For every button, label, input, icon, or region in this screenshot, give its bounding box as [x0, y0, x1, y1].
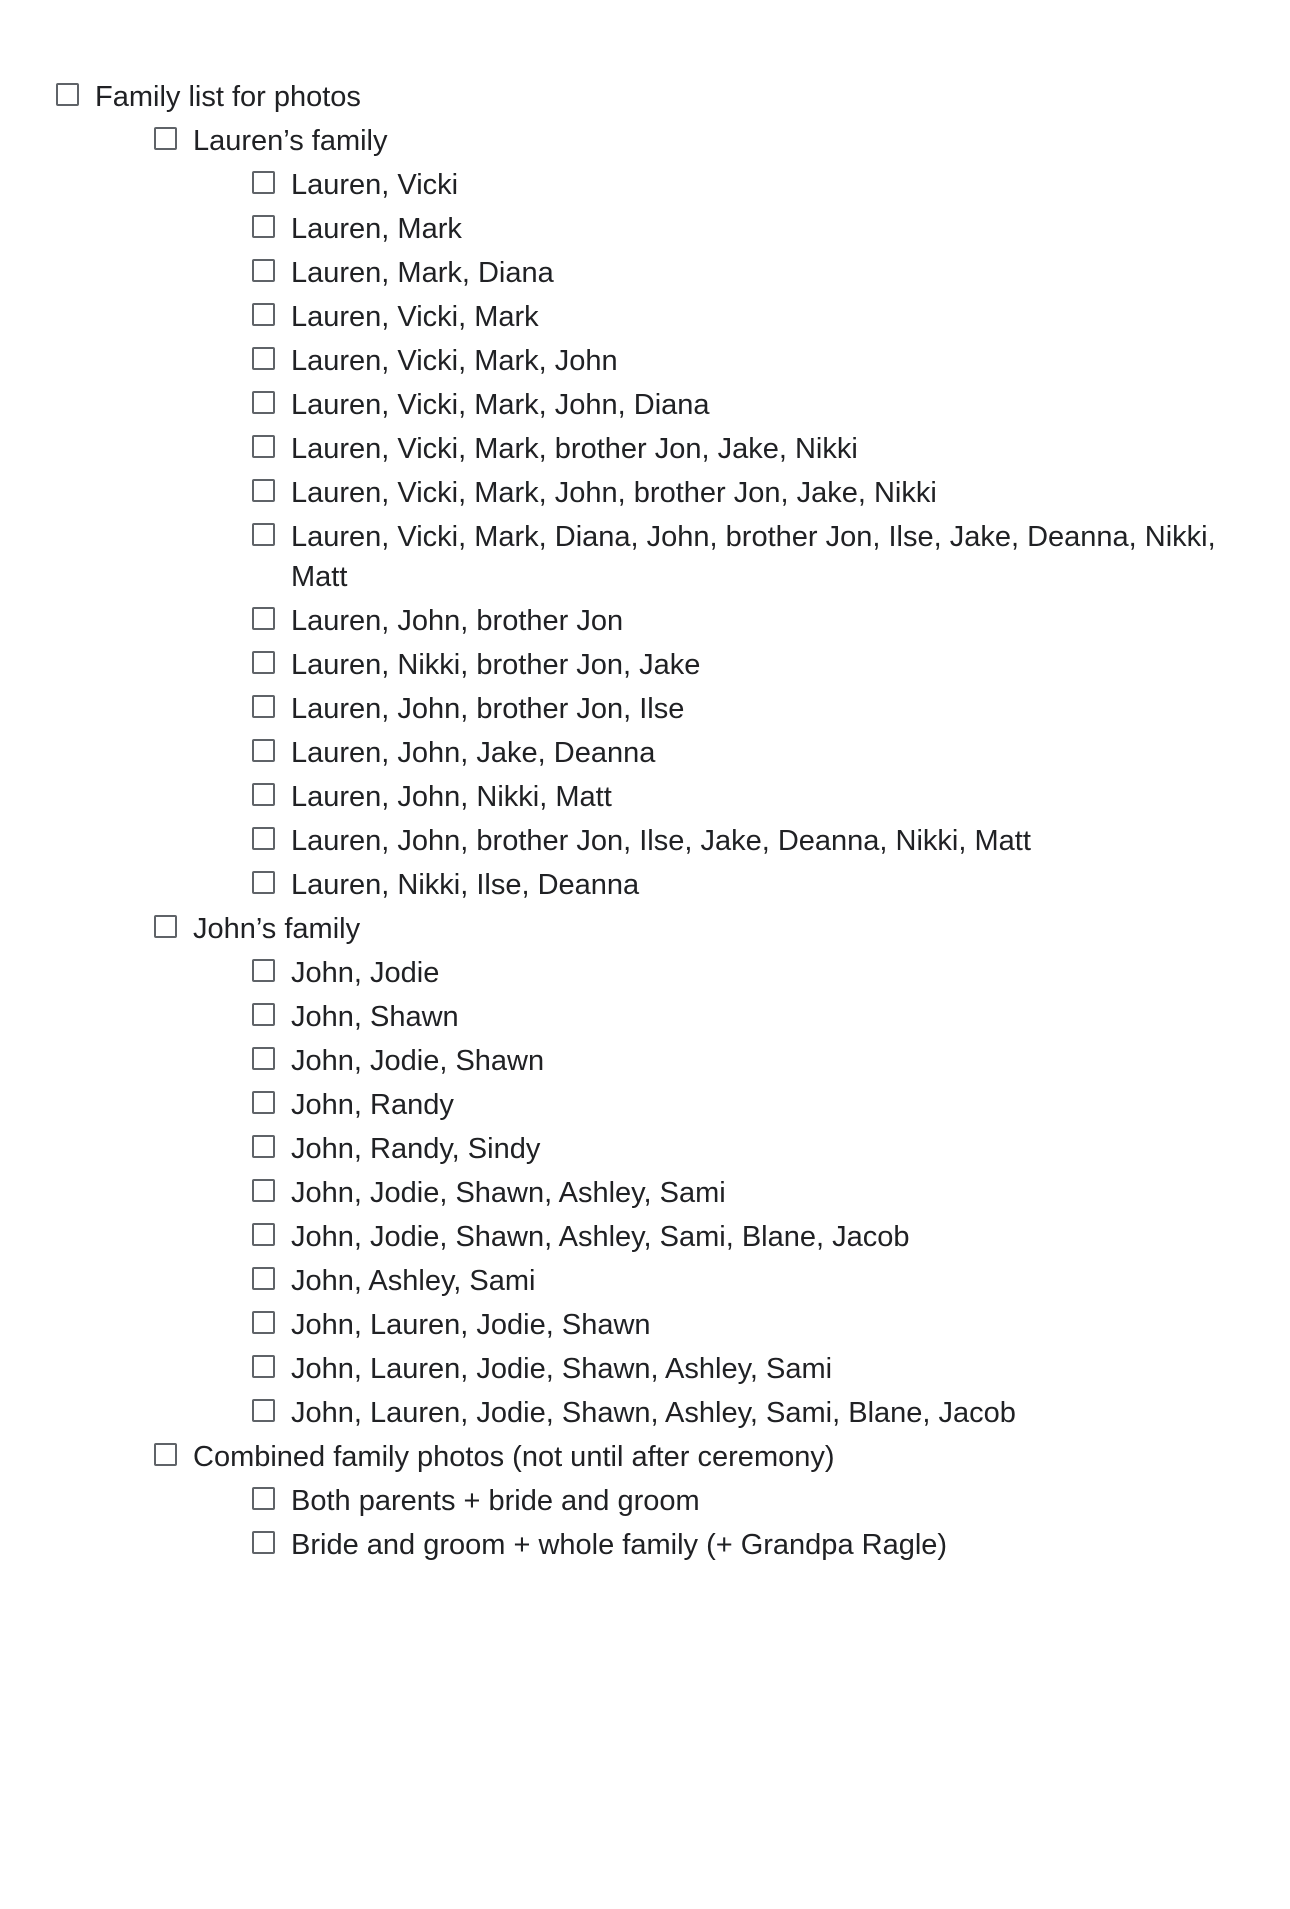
checklist-item-label: Lauren, John, brother Jon — [291, 605, 624, 637]
checklist-item-label: John, Lauren, Jodie, Shawn, Ashley, Sami — [291, 1353, 833, 1385]
checkbox[interactable] — [252, 695, 275, 718]
checklist-item-label: John, Lauren, Jodie, Shawn, Ashley, Sami, Blane, Jacob — [291, 1397, 1016, 1429]
checklist-item — [56, 601, 1256, 641]
checklist-item-label: John’s family — [193, 913, 361, 945]
checkbox[interactable] — [252, 827, 275, 850]
checklist-item — [56, 645, 1256, 685]
checklist-item-label: Lauren, Nikki, Ilse, Deanna — [291, 869, 640, 901]
checklist-item — [56, 777, 1256, 817]
checklist-item-label: Lauren, Vicki, Mark, John, Diana — [291, 389, 710, 421]
checkbox[interactable] — [252, 1047, 275, 1070]
checklist-item-label: Lauren, Vicki, Mark, John, brother Jon, Jake, Nikki — [291, 477, 937, 509]
checklist-item — [56, 1261, 1256, 1301]
checklist-item-label: John, Jodie, Shawn, Ashley, Sami, Blane, Jacob — [291, 1221, 910, 1253]
checklist-item-label: Family list for photos — [95, 81, 361, 113]
checklist-item-label: Lauren, Mark, Diana — [291, 257, 554, 289]
checklist-item — [56, 909, 1256, 949]
checklist-item — [56, 689, 1256, 729]
checklist-item-label: Lauren, Vicki, Mark, John — [291, 345, 618, 377]
checklist-item — [56, 1041, 1256, 1081]
checklist-item-label: Combined family photos (not until after ceremony) — [193, 1441, 835, 1473]
checklist-item-label: Lauren, John, Jake, Deanna — [291, 737, 656, 769]
checkbox[interactable] — [252, 1179, 275, 1202]
checklist-item — [56, 165, 1256, 205]
checklist-item — [56, 341, 1256, 381]
checklist-item — [56, 517, 1256, 597]
checkbox[interactable] — [252, 1003, 275, 1026]
checklist-item — [56, 1173, 1256, 1213]
checkbox[interactable] — [252, 1223, 275, 1246]
checkbox[interactable] — [252, 871, 275, 894]
checklist-item-label: John, Shawn — [291, 1001, 459, 1033]
checkbox[interactable] — [252, 391, 275, 414]
checkbox[interactable] — [252, 303, 275, 326]
checkbox[interactable] — [252, 1531, 275, 1554]
checklist-item-label: Both parents + bride and groom — [291, 1485, 700, 1517]
checklist-item-label: Lauren, Mark — [291, 213, 462, 245]
checkbox[interactable] — [252, 607, 275, 630]
checklist-item-label: Lauren, Nikki, brother Jon, Jake — [291, 649, 701, 681]
checklist-item — [56, 209, 1256, 249]
checklist-item-label: John, Ashley, Sami — [291, 1265, 536, 1297]
checklist-item — [56, 953, 1256, 993]
checkbox[interactable] — [154, 1443, 177, 1466]
checklist-item-label: Lauren, Vicki, Mark, brother Jon, Jake, Nikki — [291, 433, 858, 465]
checkbox[interactable] — [252, 1487, 275, 1510]
checklist-item — [56, 1305, 1256, 1345]
checklist-item — [56, 997, 1256, 1037]
checklist-item-label: John, Lauren, Jodie, Shawn — [291, 1309, 651, 1341]
checklist-item — [56, 865, 1256, 905]
checklist-item-label: John, Jodie, Shawn, Ashley, Sami — [291, 1177, 726, 1209]
checkbox[interactable] — [252, 739, 275, 762]
checkbox[interactable] — [252, 215, 275, 238]
checkbox[interactable] — [252, 259, 275, 282]
checkbox[interactable] — [252, 1135, 275, 1158]
checklist-item — [56, 297, 1256, 337]
checklist-item — [56, 253, 1256, 293]
family-photo-checklist — [56, 77, 1256, 1569]
checkbox[interactable] — [252, 783, 275, 806]
checkbox[interactable] — [56, 83, 79, 106]
checklist-item-label: Lauren, John, brother Jon, Ilse — [291, 693, 685, 725]
checklist-item — [56, 1525, 1256, 1565]
checkbox[interactable] — [252, 479, 275, 502]
checklist-item — [56, 733, 1256, 773]
checklist-item-label: Lauren, Vicki, Mark — [291, 301, 539, 333]
checkbox[interactable] — [252, 1267, 275, 1290]
checkbox[interactable] — [252, 171, 275, 194]
checklist-item — [56, 1349, 1256, 1389]
checkbox[interactable] — [252, 1311, 275, 1334]
checklist-item — [56, 1129, 1256, 1169]
checklist-item — [56, 1085, 1256, 1125]
checklist-item-label: Lauren, John, Nikki, Matt — [291, 781, 612, 813]
checklist-item-label: John, Jodie, Shawn — [291, 1045, 545, 1077]
checklist-item-label: Lauren’s family — [193, 125, 388, 157]
checklist-item-label: Bride and groom + whole family (+ Grandpa Ragle) — [291, 1529, 948, 1561]
checklist-item — [56, 1437, 1256, 1477]
checklist-item-label: John, Randy, Sindy — [291, 1133, 541, 1165]
checklist-item — [56, 1393, 1256, 1433]
checkbox[interactable] — [252, 959, 275, 982]
checklist-item-label: John, Randy — [291, 1089, 454, 1121]
checklist-item — [56, 821, 1256, 861]
checkbox[interactable] — [154, 127, 177, 150]
checklist-item-label: Lauren, Vicki, Mark, Diana, John, brother Jon, Ilse, Jake, Deanna, Nikki, Matt — [291, 521, 1216, 593]
checklist-item — [56, 429, 1256, 469]
checklist-item — [56, 121, 1256, 161]
checklist-item — [56, 1481, 1256, 1521]
checkbox[interactable] — [252, 1355, 275, 1378]
checkbox[interactable] — [252, 651, 275, 674]
checklist-item — [56, 77, 1256, 117]
checklist-item — [56, 473, 1256, 513]
checkbox[interactable] — [252, 1091, 275, 1114]
checklist-item — [56, 1217, 1256, 1257]
checkbox[interactable] — [252, 435, 275, 458]
checklist-item-label: Lauren, Vicki — [291, 169, 459, 201]
checkbox[interactable] — [154, 915, 177, 938]
checklist-item-label: John, Jodie — [291, 957, 440, 989]
checklist-item-label: Lauren, John, brother Jon, Ilse, Jake, Deanna, Nikki, Matt — [291, 825, 1031, 857]
checkbox[interactable] — [252, 1399, 275, 1422]
checkbox[interactable] — [252, 523, 275, 546]
checklist-item — [56, 385, 1256, 425]
checkbox[interactable] — [252, 347, 275, 370]
